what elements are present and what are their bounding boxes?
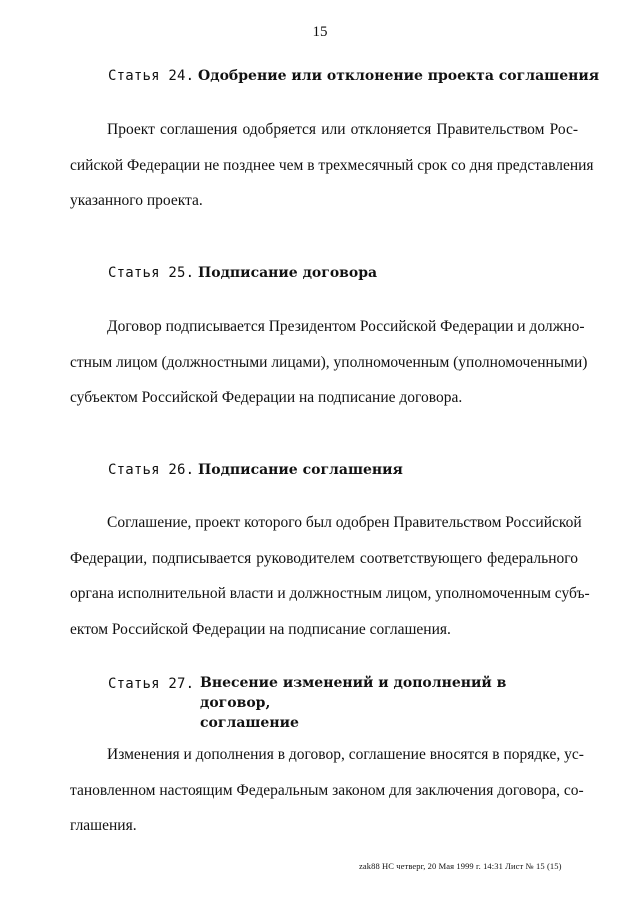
article-25-line: стным лицом (должностными лицами), уполномоченным (уполномоченными) bbox=[70, 353, 588, 371]
article-25-text bbox=[70, 309, 588, 416]
article-27-title-line: соглашение bbox=[200, 715, 299, 731]
article-26-heading bbox=[108, 459, 403, 481]
article-27-line: глашения. bbox=[70, 817, 137, 834]
article-26-line: ектом Российской Федерации на подписание соглашения. bbox=[70, 620, 451, 638]
article-27-text bbox=[70, 737, 584, 844]
article-24-line: сийской Федерации не позднее чем в трехмесячный срок со дня представления bbox=[70, 156, 594, 174]
article-26-line: Федерации, подписывается руководителем соответствующего федерального bbox=[70, 549, 578, 567]
article-27-line: тановленном настоящим Федеральным законом для заключения договора, со- bbox=[70, 781, 584, 799]
article-27-line: Изменения и дополнения в договор, соглашение вносятся в порядке, ус- bbox=[107, 746, 584, 763]
article-24-title: Одобрение или отклонение проекта соглашения bbox=[198, 68, 600, 84]
article-24-heading bbox=[108, 65, 599, 87]
article-25-number: Статья 25. bbox=[108, 265, 195, 281]
article-26-line: органа исполнительной власти и должностным лицом, уполномоченным субъ- bbox=[70, 585, 590, 602]
article-24-text bbox=[70, 112, 594, 219]
article-24-line: Проект соглашения одобряется или отклоняется Правительством Рос- bbox=[107, 121, 578, 138]
article-27-heading bbox=[108, 673, 580, 733]
article-24-line: указанного проекта. bbox=[70, 192, 203, 209]
article-26-title: Подписание соглашения bbox=[198, 462, 403, 478]
article-26-text bbox=[70, 505, 590, 647]
article-27-title-line: Внесение изменений и дополнений в договор, bbox=[200, 675, 507, 711]
article-25-title: Подписание договора bbox=[198, 265, 378, 281]
article-27-title bbox=[200, 673, 580, 733]
article-25-heading bbox=[108, 262, 377, 284]
article-24-number: Статья 24. bbox=[108, 68, 195, 84]
article-25-line: субъектом Российской Федерации на подписание договора. bbox=[70, 389, 463, 406]
page-footer: zak88 НС четверг, 20 Мая 1999 г. 14:31 Лист № 15 (15) bbox=[359, 861, 562, 871]
article-26-number: Статья 26. bbox=[108, 462, 195, 478]
page-number: 15 bbox=[312, 24, 328, 40]
article-25-line: Договор подписывается Президентом Российской Федерации и должно- bbox=[107, 318, 585, 335]
article-26-line: Соглашение, проект которого был одобрен Правительством Российской bbox=[107, 514, 582, 531]
article-27-number: Статья 27. bbox=[108, 676, 195, 692]
